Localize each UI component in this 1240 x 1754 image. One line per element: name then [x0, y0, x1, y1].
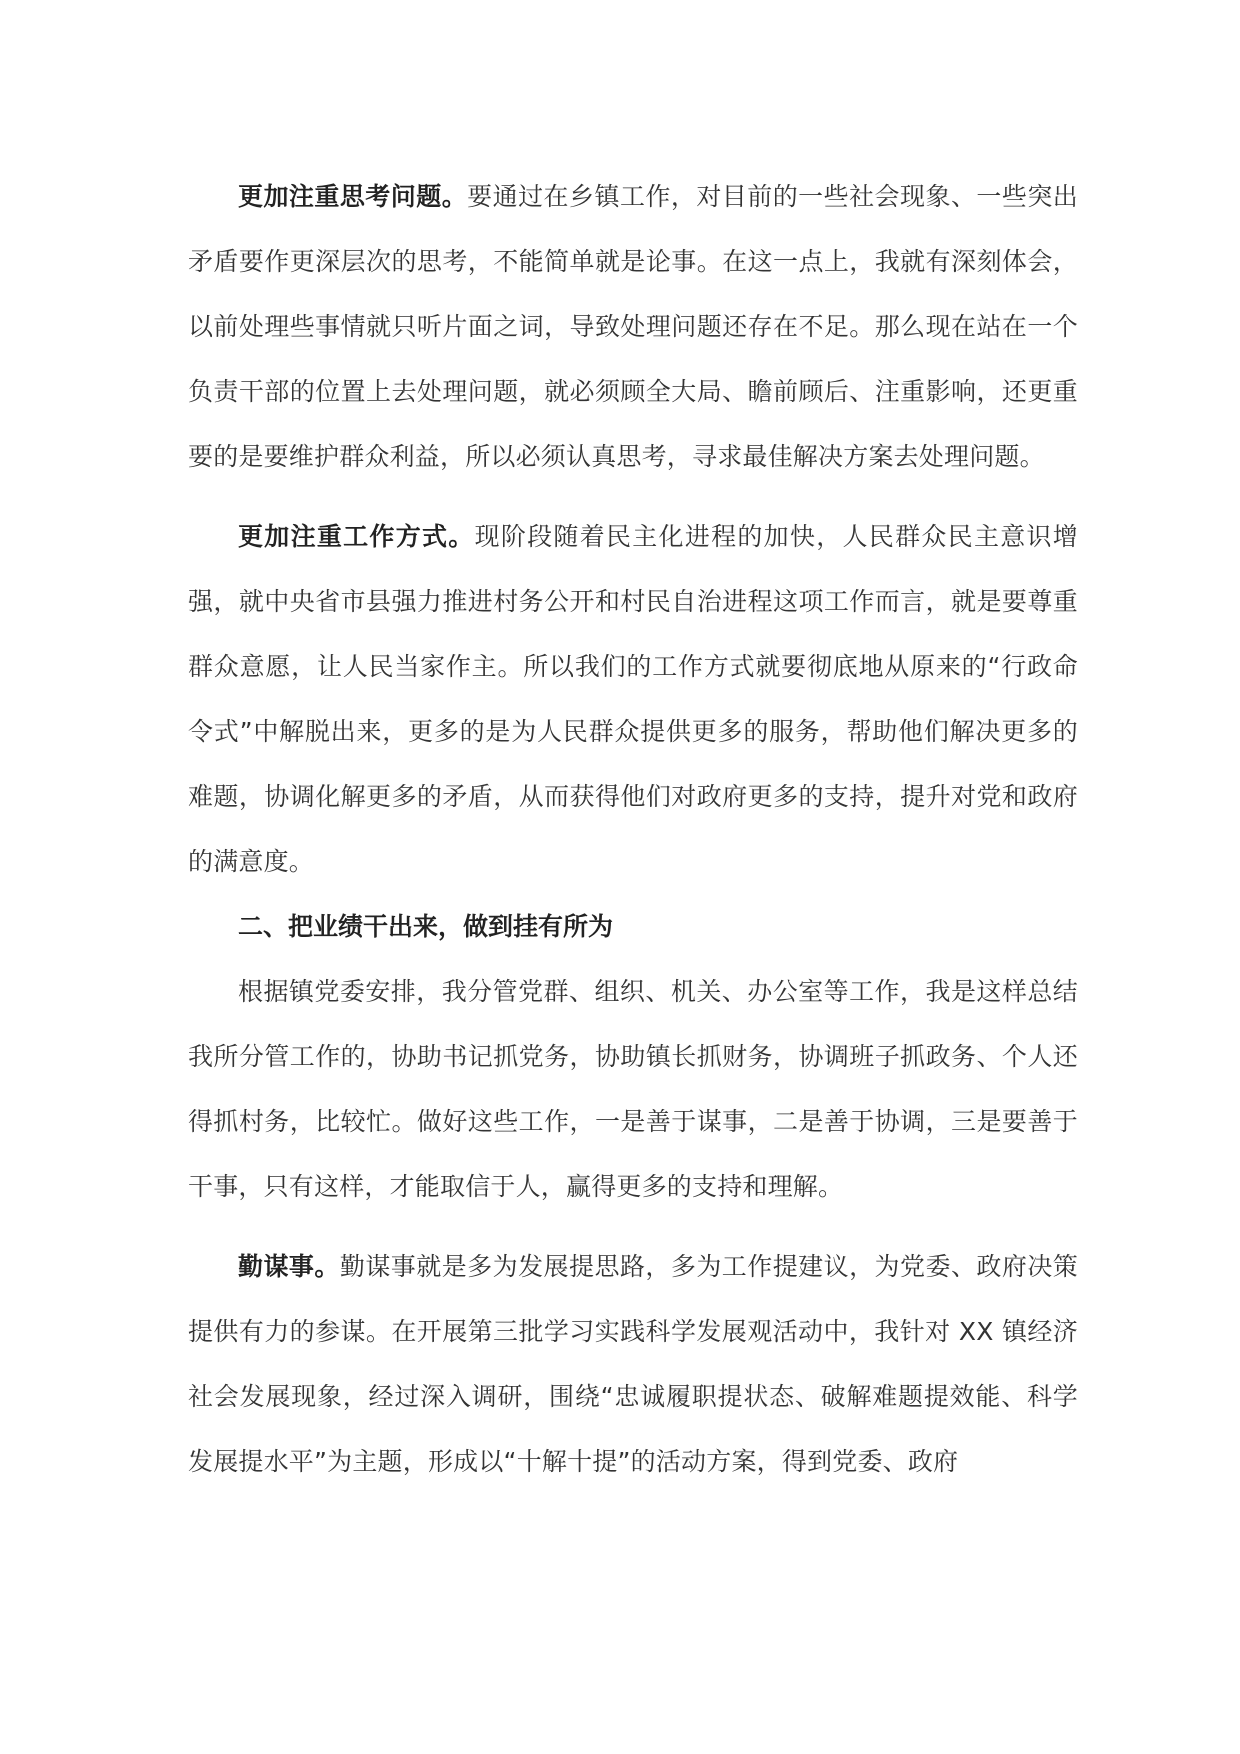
paragraph-responsibilities [188, 959, 1078, 1219]
paragraph-text: 现阶段随着民主化进程的加快，人民群众民主意识增强，就中央省市县强力推进村务公开和村民自治进程这项工作而言，就是要尊重群众意愿，让人民当家作主。所以我们的工作方式就要彻底地从原来的“行政命令式”中解脱出来，更多的是为人民群众提供更多的服务，帮助他们解决更多的难题，协调化解更多的矛盾，从而获得他们对政府更多的支持，提升对党和政府的满意度。 [188, 522, 1078, 876]
paragraph-text: 勤谋事就是多为发展提思路，多为工作提建议，为党委、政府决策提供有力的参谋。在开展第三批学习实践科学发展观活动中，我针对 XX 镇经济社会发展现象，经过深入调研，围绕“忠诚履职提状态、破解难题提效能、科学发展提水平”为主题，形成以“十解十提”的活动方案，得到党委、政府 [188, 1252, 1078, 1476]
paragraph-lead: 更加注重思考问题。 [238, 182, 468, 211]
paragraph-text: 根据镇党委安排，我分管党群、组织、机关、办公室等工作，我是这样总结我所分管工作的，协助书记抓党务，协助镇长抓财务，协调班子抓政务、个人还得抓村务，比较忙。做好这些工作，一是善于谋事，二是善于协调，三是要善于干事，只有这样，才能取信于人，赢得更多的支持和理解。 [188, 977, 1078, 1201]
paragraph-work-method [188, 504, 1078, 894]
paragraph-lead: 更加注重工作方式。 [238, 522, 475, 551]
document-body [188, 164, 1078, 1494]
paragraph-lead: 勤谋事。 [238, 1252, 340, 1281]
paragraph-planning [188, 1234, 1078, 1494]
paragraph-thinking [188, 164, 1078, 489]
section-heading: 二、把业绩干出来，做到挂有所为 [238, 912, 614, 941]
paragraph-text: 要通过在乡镇工作，对目前的一些社会现象、一些突出矛盾要作更深层次的思考，不能简单就是论事。在这一点上，我就有深刻体会，以前处理些事情就只听片面之词，导致处理问题还存在不足。那么现在站在一个负责干部的位置上去处理问题，就必须顾全大局、瞻前顾后、注重影响，还更重要的是要维护群众利益，所以必须认真思考，寻求最佳解决方案去处理问题。 [188, 182, 1078, 471]
